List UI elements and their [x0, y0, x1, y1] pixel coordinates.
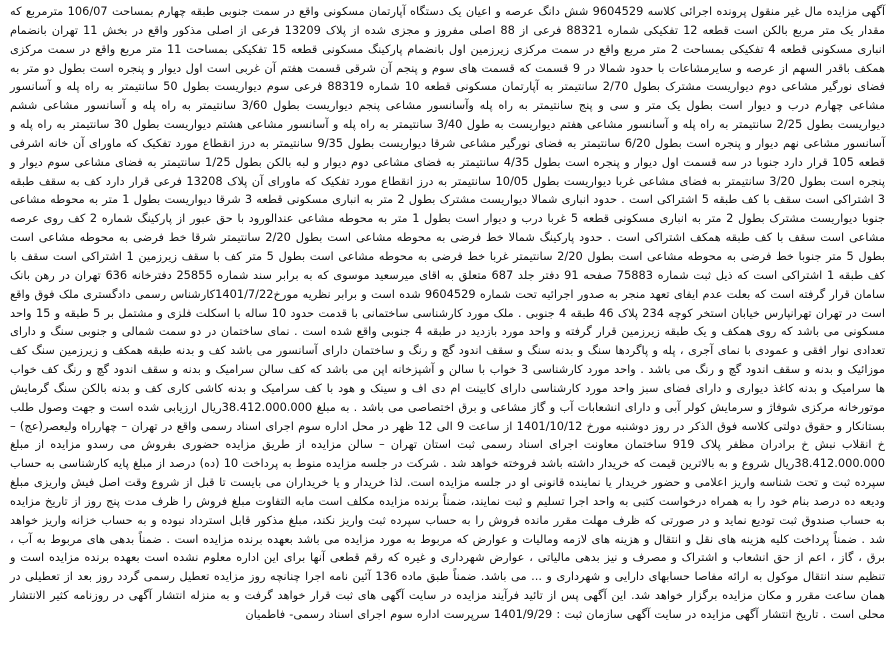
notice-body: آگهی مزایده مال غیر منقول پرونده اجرائی کلاسه 9604529 شش دانگ عرصه و اعیان یک دستگاه آپارتمان مسکونی واقع در سمت جنوبی طبقه چهارم بمساحت 106/07 مترمربع که مقدار یک متر مربع بالکن است قطعه 12 تفکیکی شماره 88321 فرعی از 88 اصلی مفروز و مجزی شده از پلاک 13209 فرعی از اصلی مذکور واقع در بخش 11 تهران بانضمام انباری مسکونی قطعه 4 تفکیکی بمساحت 2 متر مربع واقع در سمت مرکزی زیرزمین اول بانضمام پارکینگ مسکونی قطعه 15 تفکیکی بمساحت 11 متر مربع واقع در سمت مرکزی همکف باقدر السهم از عرصه و سایرمشاعات با حدود شمالا در 9 قسمت که قسمت های سوم و پنجم آن شرقی قسمت هفتم آن غربی است اول دیوار و پنجره است بطول دو متر به فضای نورگیر مشاعی دوم دیواریست مشترک بطول 2/70 سانتیمتر به آپارتمان مسکونی قطعه 10 شماره 88319 فرعی سوم دیواریست بطول 50 سانتیمتر به راه پله و آسانسور مشاعی چهارم درب و دیوار است بطول یک متر و سی و پنج سانتیمتر به راه پله وآسانسور مشاعی پنجم دیواریست بطول 3/60 سانتیمتر به راه پله و آسانسور مشاعی ششم دیواریست بطول 2/25 سانتیمتر به راه پله و آسانسور مشاعی هفتم دیواریست به طول 3/40 سانتیمتر به راه پله و آسانسور مشاعی هشتم دیواریست بطول 30 سانتیمتر به راه پله و آسانسور مشاعی نهم دیوار و پنجره است بطول 6/20 سانتیمتر به فضای نورگیر مشاعی شرقا دیواریست بطول 9/35 سانتیمتر به درز انقطاع مورد تفکیک که ماورای آن خانه اشرفی قطعه 105 قرار دارد جنوبا در سه قسمت اول دیوار و پنجره است بطول 4/35 سانتیمتر به فضای مشاعی دوم دیوار و لبه بالکن بطول 1/25 سانتیمتر به فضای مشاعی سوم دیوار و پنجره است بطول 3/20 سانتیمتر به فضای مشاعی غربا دیواریست بطول 10/05 سانتیمتر به درز انقطاع مورد تفکیک که ماورای آن پلاک 13208 فرعی قرار دارد کف به سقف طبقه 3 اشتراکی است سقف با کف طبقه 5 اشتراکی است . حدود انباری شمالا دیواریست مشترک بطول 2 متر به انباری مسکونی قطعه 3 شرقا دیواریست بطول 1 متر به محوطه مشاعی جنوبا دیواریست مشترک بطول 2 متر به انباری مسکونی قطعه 5 غربا درب و دیوار است بطول 1 متر به محوطه مشاعی عندالورود با حق عبور از پارکینگ شماره 2 کف روی عرصه مشاعی است سقف با کف طبقه همکف اشتراکی است . حدود پارکینگ شمالا خط فرضی به محوطه مشاعی است بطول 2/20 سانتیمتر شرقا خط فرضی به محوطه مشاعی است بطول 5 متر جنوبا خط فرضی به محوطه مشاعی است بطول 2/20 سانتیمتر غربا خط فرضی به محوطه مشاعی است بطول 5 متر کف با سقف زیرزمین 1 اشتراکی است سقف با کف طبقه 1 اشتراکی است که ذیل ثبت شماره 75883 صفحه 91 دفتر جلد 687 متعلق به اقای میرسعید موسوی که به برابر سند شماره 25855 دفترخانه 636 تهران در رهن بانک سامان قرار گرفته است که بعلت عدم ایفای تعهد منجر به صدور اجرائیه تحت شماره 9604529 شده است و برابر نظریه مورخ1401/7/22کارشناس رسمی دادگستری ملک فوق واقع است در تهران تهرانپارس خیابان استخر کوچه 234 پلاک 46 طبقه 4 جنوبی . ملک مورد کارشناسی ساختمانی با قدمت حدود 10 ساله با اسکلت فلزی و مشتمل بر 5 طبقه و 15 واحد مسکونی می باشد که روی همکف و یک طبقه زیرزمین قرار گرفته و واحد مورد بازدید در طبقه 4 جنوبی واقع شده است . نمای ساختمان در دو سمت شمالی و جنوبی سنگ و دارای تعدادی نوار افقی و عمودی با نمای آجری ، پله و پاگردها سنگ و بدنه سنگ و سقف اندود گچ و رنگ و ساختمان دارای آسانسور می باشد کف و بدنه طبقه همکف و زیرزمین سنگ کف موزائیک و بدنه و سقف اندود گچ و رنگ می باشد . واحد مورد کارشناسی 3 خواب با سالن و آشپزخانه اپن می باشد که کف سالن سرامیک و بدنه و سقف اندود گچ و رنگ کف خواب ها سرامیک و بدنه کاغذ دیواری و دارای فضای سبز واحد مورد کارشناسی دارای کابینت ام دی اف و سینک و هود با کف سرامیک و بدنه کاشی کاری کف و بدنه بالکن سنگ گرمایش موتورخانه مرکزی شوفاژ و سرمایش کولر آبی و دارای انشعابات آب و گاز مشاعی و برق اختصاصی می باشد . به مبلغ 38.412.000.000ریال ارزیابی شده است و جهت وصول طلب بستانکار و حقوق دولتی کلاسه فوق الذکر در روز دوشنبه مورخ 1401/10/12 از ساعت 9 الی 12 ظهر در محل اداره سوم اجرای اسناد رسمی واقع در تهران – چهارراه ولیعصر(عج) –خ انقلاب نبش خ برادران مظفر پلاک 919 ساختمان معاونت اجرای اسناد رسمی ثبت استان تهران – سالن مزایده از طریق مزایده حضوری بفروش می رسدو مزایده از مبلغ 38.412.000.000ریال شروع و به بالاترین قیمت که خریدار داشته باشد فروخته خواهد شد . شرکت در جلسه مزایده منوط به پرداخت 10 (ده) درصد از مبلغ پایه کارشناسی به حساب سپرده ثبت و تحت شناسه واریز اعلامی و حضور خریدار یا نماینده قانونی او در جلسه مزایده است. لذا خریدار و یا خریداران می بایست تا قبل از شروع وقت اصل فیش واریزی مبلغ ودیعه ده درصد بنام خود را به همراه درخواست کتبی به واحد اجرا تسلیم و ثبت نمایند، ضمناً برنده مزایده مکلف است مابه التفاوت مبلغ فروش را ظرف مدت پنج روز از تاریخ مزایده به حساب صندوق ثبت تودیع نماید و در صورتی که ظرف مهلت مقرر مانده فروش را به حساب سپرده ثبت واریز نکند، مبلغ مذکور قابل استرداد نبوده و به حساب خزانه واریز خواهد شد . ضمناً پرداخت کلیه هزینه های نقل و انتقال و هزینه های لازمه ومالیات و عوارض که مربوط به مورد مزایده می باشد بعهده برنده مزایده است . ضمناً بدهی های مربوط به آب ، برق ، گاز ، اعم از حق انشعاب و اشتراک و مصرف و نیز بدهی مالیاتی ، عوارض شهرداری و غیره که رقم قطعی آنها برای این اداره معلوم نشده است بعهده برنده مزایده است و تنظیم سند انتقال موکول به ارائه مفاصا حسابهای دارایی و شهرداری و ... می باشد. ضمناً طبق ماده 136 آئین نامه اجرا چنانچه روز مزایده تعطیل رسمی گردد روز بعد از تعطیلی در همان ساعت مقرر و مکان مزایده برگزار خواهد شد. این آگهی پس از تائید فرآیند مزایده در سایت آگهی های ثبت قرار خواهد گرفت و به منزله انتشار آگهی در روزنامه کثیر الانتشار محلی است . تاریخ انتشار آگهی مزایده در سایت آگهی سازمان ثبت : 1401/9/29 سرپرست اداره سوم اجرای اسناد رسمی- فاطمیان	[10, 4, 886, 621]
auction-notice	[4, 2, 891, 648]
